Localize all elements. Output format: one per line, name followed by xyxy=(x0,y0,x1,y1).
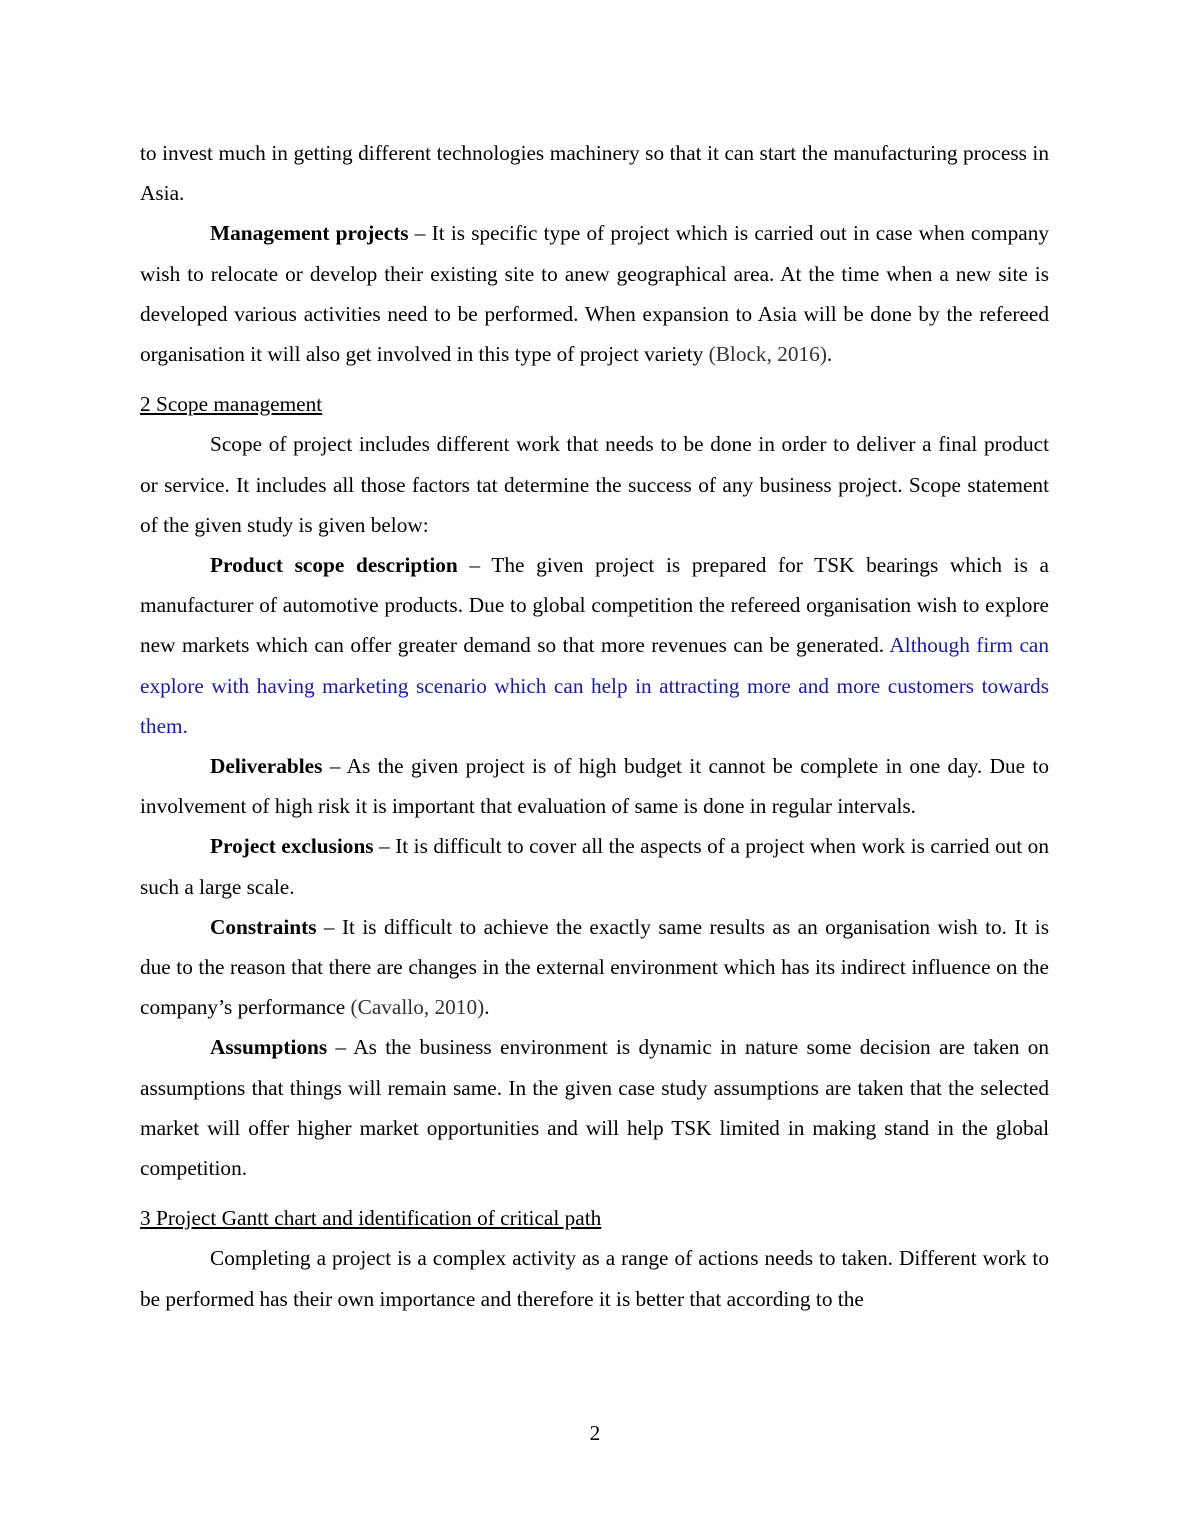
paragraph-scope-intro xyxy=(140,424,1049,545)
paragraph-text: Scope of project includes different work that needs to be done in order to deliver a final product or service. It includes all those factors tat determine the success of any business project. Scope statement of the given study is given below: xyxy=(140,432,1049,537)
paragraph-text: – It is difficult to achieve the exactly same results as an organisation wish to. It is due to the reason that there are changes in the external environment which has its indirect influence on the company’s performance xyxy=(140,914,1049,1020)
paragraph-text: – As the given project is of high budget it cannot be complete in one day. Due to involvement of high risk it is important that evaluation of same is done in regular intervals. xyxy=(140,754,1049,819)
sentence-end: . xyxy=(826,342,833,367)
paragraph-text: – The given project is prepared for TSK bearings which is a manufacturer of automotive products. Due to global competition the refereed organisation wish to explore new markets which can offer greater demand so that more revenues can be generated. xyxy=(140,553,1049,658)
paragraph-text: – It is difficult to cover all the aspects of a project when work is carried out on such a large scale. xyxy=(140,834,1049,899)
page-number: 2 xyxy=(589,1421,601,1445)
sentence-end: . xyxy=(484,995,490,1020)
paragraph-project-exclusions xyxy=(140,826,1049,906)
paragraph-deliverables xyxy=(140,746,1049,826)
paragraph-text: – As the business environment is dynamic in nature some decision are taken on assumptions that things will remain same. In the given case study assumptions are taken that the selected market will offer higher market opportunities and will help TSK limited in making stand in the global competition. xyxy=(140,1035,1049,1181)
paragraph-text: – It is specific type of project which is carried out in case when company wish to relocate or develop their existing site to anew geographical area. At the time when a new site is developed various activities need to be performed. When expansion to Asia will be done by the refereed organisation it will also get involved in this type of project variety xyxy=(140,221,1049,367)
citation-cavallo-2010: (Cavallo, 2010) xyxy=(350,995,485,1020)
paragraph-constraints xyxy=(140,907,1049,1028)
paragraph-assumptions xyxy=(140,1027,1049,1188)
paragraph-text: to invest much in getting different technologies machinery so that it can start the manufacturing process in Asia. xyxy=(140,141,1049,206)
paragraph-management-projects xyxy=(140,213,1049,374)
term-assumptions: Assumptions xyxy=(210,1035,328,1060)
term-product-scope-description: Product scope description xyxy=(210,553,458,578)
term-constraints: Constraints xyxy=(210,914,317,939)
highlighted-blue-text: Although firm can explore with having marketing scenario which can help in attracting more and more customers towards them. xyxy=(140,633,1049,738)
paragraph-product-scope xyxy=(140,545,1049,746)
paragraph-text: Completing a project is a complex activity as a range of actions needs to taken. Different work to be performed has their own importance and therefore it is better that according to the xyxy=(140,1246,1049,1311)
term-management-projects: Management projects xyxy=(210,221,409,246)
page-body xyxy=(140,133,1049,1319)
paragraph-continuation xyxy=(140,133,1049,213)
term-deliverables: Deliverables xyxy=(210,754,323,779)
section-heading-gantt-chart: 3 Project Gantt chart and identification of critical path xyxy=(140,1206,602,1231)
term-project-exclusions: Project exclusions xyxy=(210,834,374,859)
paragraph-gantt-intro xyxy=(140,1238,1049,1318)
citation-block-2016: (Block, 2016) xyxy=(708,342,827,367)
section-heading-scope-management: 2 Scope management xyxy=(140,392,323,417)
